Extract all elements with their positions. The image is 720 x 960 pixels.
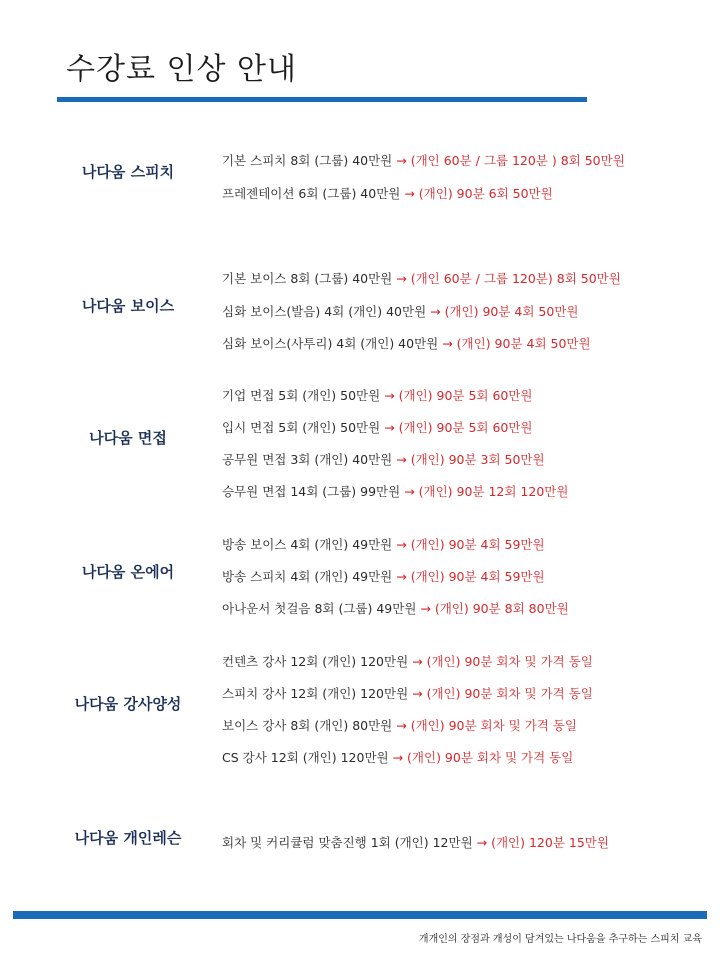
new-price: → (개인) 90분 5회 60만원 (384, 420, 533, 435)
section-title: 나다움 개인레슨 (74, 829, 182, 847)
old-price: 프레젠테이션 6회 (그룹) 40만원 (222, 186, 401, 201)
old-price: 방송 스피치 4회 (개인) 49만원 (222, 569, 393, 584)
price-line (222, 185, 553, 203)
old-price: 아나운서 첫걸음 8회 (그룹) 49만원 (222, 601, 417, 616)
old-price: 승무원 면접 14회 (그룹) 99만원 (222, 484, 401, 499)
price-line (222, 536, 545, 554)
old-price: 심화 보이스(사투리) 4회 (개인) 40만원 (222, 336, 439, 351)
new-price: → (개인) 90분 회차 및 가격 동일 (396, 718, 577, 733)
new-price: → (개인) 90분 회차 및 가격 동일 (392, 750, 574, 765)
new-price: → (개인) 90분 4회 59만원 (396, 537, 545, 552)
price-line (222, 335, 591, 353)
price-line (222, 387, 533, 405)
new-price: → (개인) 90분 6회 50만원 (404, 186, 553, 201)
price-line (222, 717, 577, 735)
old-price: 회차 및 커리큘럼 맞춤진행 1회 (개인) 12만원 (222, 835, 473, 850)
new-price: → (개인) 120분 15만원 (476, 835, 609, 850)
title-underline (57, 97, 587, 102)
price-line (222, 303, 579, 321)
section-title: 나다움 강사양성 (74, 695, 182, 713)
new-price: → (개인 60분 / 그룹 120분) 8회 50만원 (396, 271, 621, 286)
new-price: → (개인) 90분 5회 60만원 (384, 388, 533, 403)
old-price: 기본 스피치 8회 (그룹) 40만원 (222, 153, 393, 168)
old-price: 입시 면접 5회 (개인) 50만원 (222, 420, 381, 435)
price-line (222, 152, 625, 170)
new-price: → (개인 60분 / 그룹 120분 ) 8회 50만원 (396, 153, 625, 168)
old-price: 컨텐츠 강사 12회 (개인) 120만원 (222, 654, 409, 669)
price-line (222, 600, 569, 618)
new-price: → (개인) 90분 회차 및 가격 동일 (412, 654, 593, 669)
section-title: 나다움 보이스 (81, 297, 175, 315)
new-price: → (개인) 90분 8회 80만원 (420, 601, 569, 616)
old-price: 기본 보이스 8회 (그룹) 40만원 (222, 271, 393, 286)
old-price: 심화 보이스(발음) 4회 (개인) 40만원 (222, 304, 427, 319)
old-price: 보이스 강사 8회 (개인) 80만원 (222, 718, 393, 733)
footer-bar (13, 911, 707, 919)
price-line (222, 568, 545, 586)
old-price: 방송 보이스 4회 (개인) 49만원 (222, 537, 393, 552)
new-price: → (개인) 90분 4회 50만원 (430, 304, 579, 319)
section-title: 나다움 스피치 (81, 163, 175, 181)
page-title: 수강료 인상 안내 (66, 52, 297, 87)
old-price: 스피치 강사 12회 (개인) 120만원 (222, 686, 409, 701)
price-line (222, 653, 593, 671)
price-line (222, 270, 621, 288)
price-line (222, 451, 545, 469)
section-title: 나다움 면접 (89, 429, 167, 447)
price-line (222, 749, 573, 767)
old-price: 기업 면접 5회 (개인) 50만원 (222, 388, 381, 403)
new-price: → (개인) 90분 4회 59만원 (396, 569, 545, 584)
new-price: → (개인) 90분 12회 120만원 (404, 484, 569, 499)
price-line (222, 483, 568, 501)
price-line (222, 834, 609, 852)
old-price: CS 강사 12회 (개인) 120만원 (222, 750, 389, 765)
footer-slogan: 개개인의 장점과 개성이 담겨있는 나다움을 추구하는 스피치 교육 (418, 934, 702, 945)
price-line (222, 419, 533, 437)
new-price: → (개인) 90분 3회 50만원 (396, 452, 545, 467)
new-price: → (개인) 90분 회차 및 가격 동일 (412, 686, 593, 701)
new-price: → (개인) 90분 4회 50만원 (442, 336, 591, 351)
price-line (222, 685, 593, 703)
section-title: 나다움 온에어 (81, 563, 175, 581)
old-price: 공무원 면접 3회 (개인) 40만원 (222, 452, 393, 467)
